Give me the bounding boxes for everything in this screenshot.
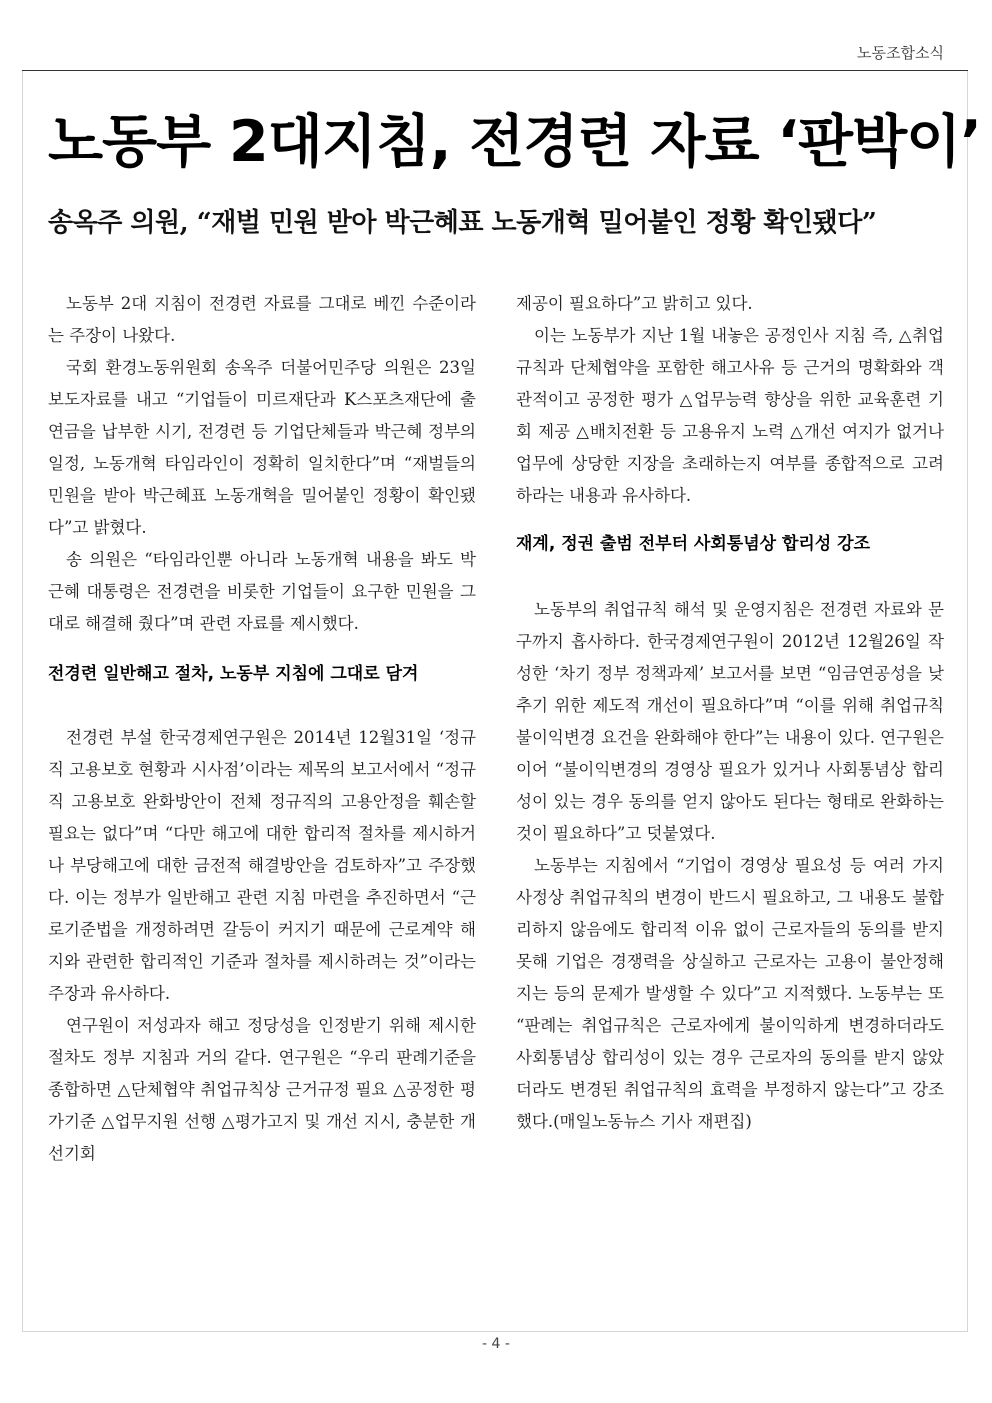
page-number: - 4 -: [482, 1336, 510, 1352]
paragraph: 이는 노동부가 지난 1월 내놓은 공정인사 지침 즉, △취업규칙과 단체협약을 포함한 해고사유 등 근거의 명확화와 객관적이고 공정한 평가 △업무능력 향상을 위한 교육훈련 기회 제공 △배치전환 등 고용유지 노력 △개선 여지가 없거나 업무에 상당한 지장을 초래하는지 여부를 종합적으로 고려하라는 내용과 유사하다.: [516, 326, 944, 505]
paragraph-continuation: 제공이 필요하다”고 밝히고 있다.: [516, 294, 753, 313]
paragraph: 노동부 2대 지침이 전경련 자료를 그대로 베낀 수준이라는 주장이 나왔다.: [48, 294, 476, 345]
paragraph: 전경련 부설 한국경제연구원은 2014년 12월31일 ‘정규직 고용보호 현황과 시사점’이라는 제목의 보고서에서 “정규직 고용보호 완화방안이 전체 정규직의 고용안정을 훼손할 필요는 없다”며 “다만 해고에 대한 합리적 절차를 제시하거나 부당해고에 대한 금전적 해결방안을 검토하자”고 주장했다. 이는 정부가 일반해고 관련 지침 마련을 추진하면서 “근로기준법을 개정하려면 갈등이 커지기 때문에 근로계약 해지와 관련한 합리적인 기준과 절차를 제시하려는 것”이라는 주장과 유사하다.: [48, 728, 476, 1003]
paragraph: 국회 환경노동위원회 송옥주 더불어민주당 의원은 23일 보도자료를 내고 “기업들이 미르재단과 K스포츠재단에 출연금을 납부한 시기, 전경련 등 기업단체들과 박근혜 정부의 일정, 노동개혁 타임라인이 정확히 일치한다”며 “재벌들의 민원을 받아 박근혜표 노동개혁을 밀어붙인 정황이 확인됐다”고 밝혔다.: [48, 358, 476, 537]
left-column: [48, 288, 476, 1170]
section-heading: 재계, 정권 출범 전부터 사회통념상 합리성 강조: [516, 534, 870, 554]
paragraph: 송 의원은 “타임라인뿐 아니라 노동개혁 내용을 봐도 박근혜 대통령은 전경련을 비롯한 기업들이 요구한 민원을 그대로 해결해 줬다”며 관련 자료를 제시했다.: [48, 550, 476, 633]
paragraph: 노동부는 지침에서 “기업이 경영상 필요성 등 여러 가지 사정상 취업규칙의 변경이 반드시 필요하고, 그 내용도 불합리하지 않음에도 합리적 이유 없이 근로자들의 동의를 받지 못해 기업은 경쟁력을 상실하고 근로자는 고용이 불안정해지는 등의 문제가 발생할 수 있다”고 지적했다. 노동부는 또 “판례는 취업규칙은 근로자에게 불이익하게 변경하더라도 사회통념상 합리성이 있는 경우 근로자의 동의를 받지 않았더라도 변경된 취업규칙의 효력을 부정하지 않는다”고 강조했다.(매일노동뉴스 기사 재편집): [516, 856, 944, 1131]
article-subtitle: 송옥주 의원, “재벌 민원 받아 박근혜표 노동개혁 밀어붙인 정황 확인됐다”: [48, 208, 877, 238]
right-column: [516, 288, 944, 1138]
header-rule: [22, 70, 968, 71]
section-heading: 전경련 일반해고 절차, 노동부 지침에 그대로 담겨: [48, 664, 419, 684]
paragraph: 노동부의 취업규칙 해석 및 운영지침은 전경련 자료와 문구까지 흡사하다. 한국경제연구원이 2012년 12월26일 작성한 ‘차기 정부 정책과제’ 보고서를 보면 “임금연공성을 낮추기 위한 제도적 개선이 필요하다”며 “이를 위해 취업규칙 불이익변경 요건을 완화해야 한다”는 내용이 있다. 연구원은 이어 “불이익변경의 경영상 필요가 있거나 사회통념상 합리성이 있는 경우 동의를 얻지 않아도 된다는 형태로 완화하는 것이 필요하다”고 덧붙였다.: [516, 600, 944, 843]
paragraph: 연구원이 저성과자 해고 정당성을 인정받기 위해 제시한 절차도 정부 지침과 거의 같다. 연구원은 “우리 판례기준을 종합하면 △단체협약 취업규칙상 근거규정 필요 △공정한 평가기준 △업무지원 선행 △평가고지 및 개선 지시, 충분한 개선기회: [48, 1016, 476, 1163]
running-header: 노동조합소식: [857, 44, 944, 62]
article-title: 노동부 2대지침, 전경련 자료 ‘판박이’: [48, 109, 981, 175]
